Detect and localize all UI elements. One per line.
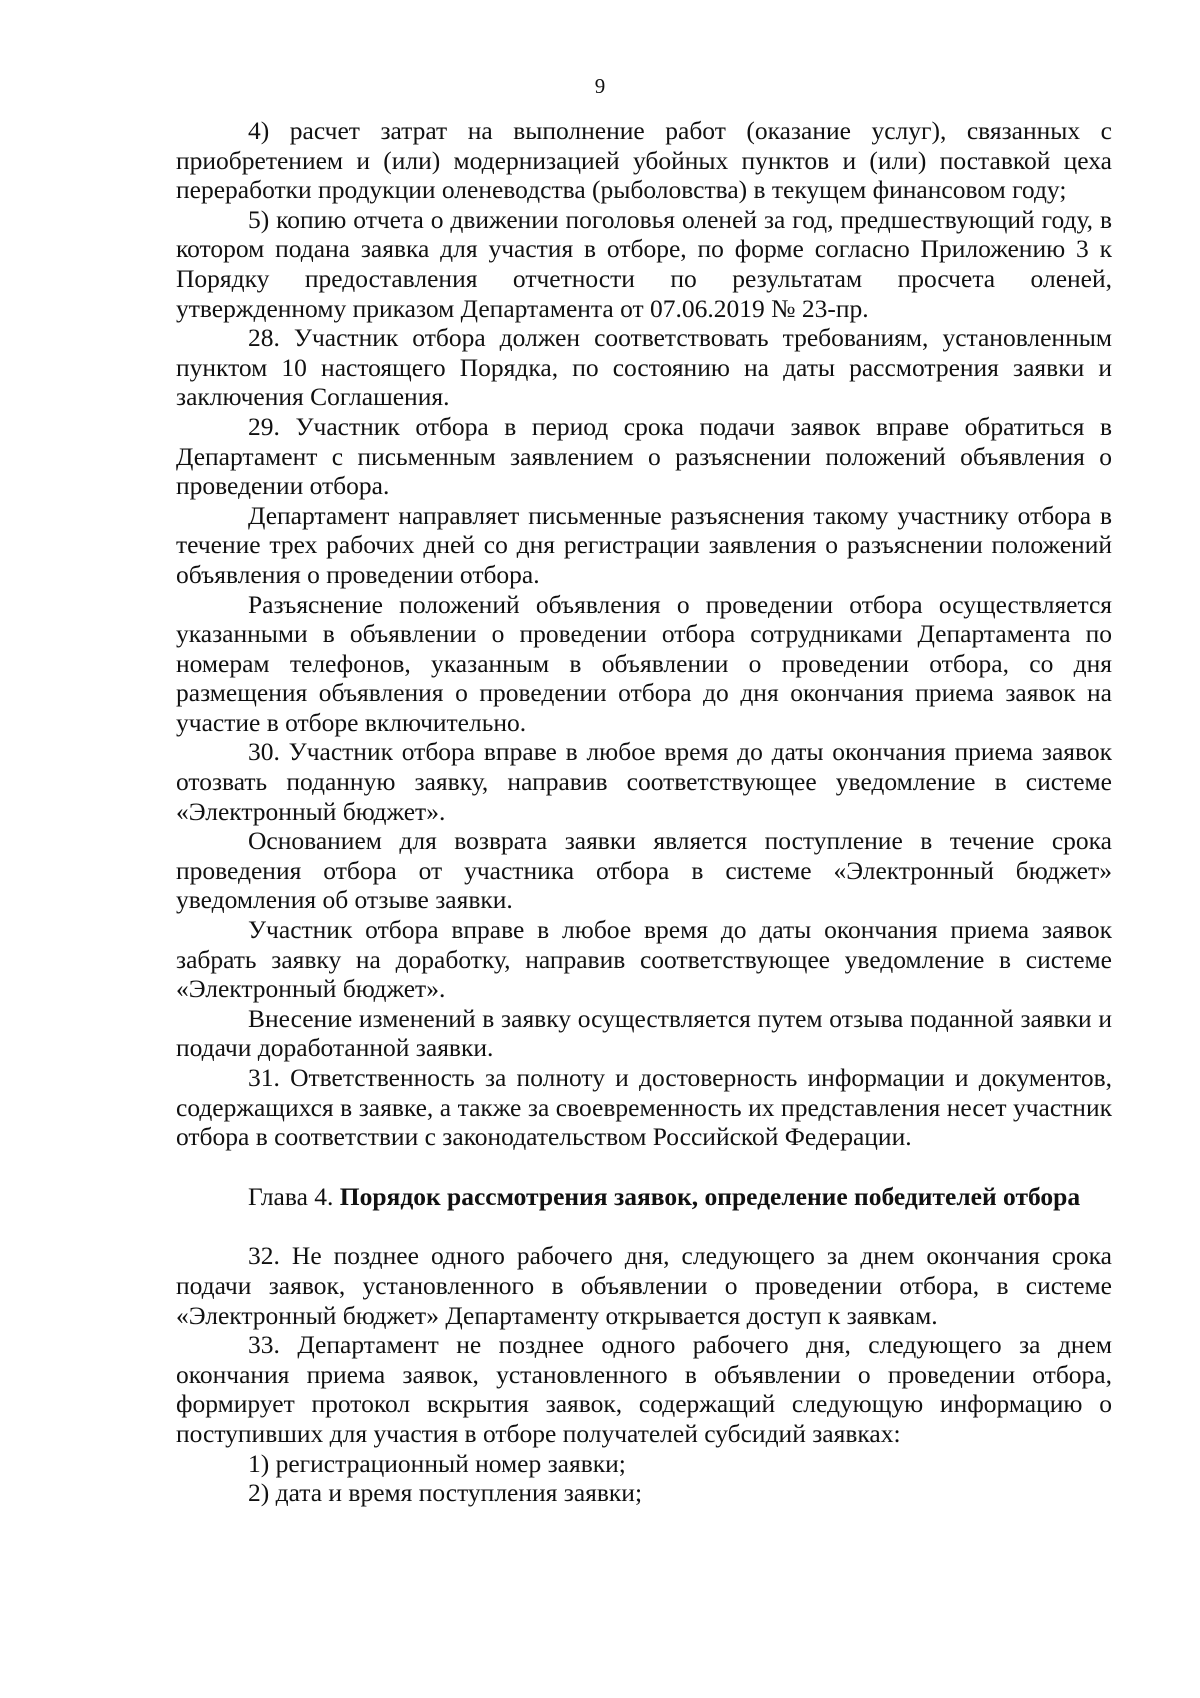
paragraph-clause-28: 28. Участник отбора должен соответствовать требованиям, установленным пунктом 10 настоящего Порядка, по состоянию на даты рассмотрения заявки и заключения Соглашения. [176,323,1112,412]
paragraph-clause-29-clarification: Разъяснение положений объявления о проведении отбора осуществляется указанными в объявлении о проведении отбора сотрудниками Департамента по номерам телефонов, указанным в объявлении о проведении отбора, со дня размещения объявления о проведении отбора до дня окончания приема заявок на участие в отборе включительно. [176,589,1112,737]
paragraph-list-item-1: 1) регистрационный номер заявки; [248,1448,626,1478]
paragraph-clause-30-revision: Участник отбора вправе в любое время до даты окончания приема заявок забрать заявку на доработку, направив соответствующее уведомление в системе «Электронный бюджет». [176,915,1112,1004]
paragraph-clause-29-explanations: Департамент направляет письменные разъяснения такому участнику отбора в течение трех рабочих дней со дня регистрации заявления о разъяснении положений объявления о проведении отбора. [176,500,1112,589]
paragraph-clause-29: 29. Участник отбора в период срока подачи заявок вправе обратиться в Департамент с письменным заявлением о разъяснении положений объявления о проведении отбора. [176,411,1112,501]
chapter-title: Порядок рассмотрения заявок, определение победителей отбора [339,1181,1081,1211]
paragraph-clause-30: 30. Участник отбора вправе в любое время до даты окончания приема заявок отозвать поданную заявку, направив соответствующее уведомление в системе «Электронный бюджет». [176,737,1112,826]
page-number: 9 [594,74,606,98]
paragraph-clause-30-changes: Внесение изменений в заявку осуществляется путем отзыва поданной заявки и подачи доработанной заявки. [176,1003,1112,1063]
paragraph-item-4: 4) расчет затрат на выполнение работ (оказание услуг), связанных с приобретением и (или) модернизацией убойных пунктов и (или) поставкой цеха переработки продукции оленеводства (рыболовства) в текущем финансовом году; [176,116,1112,205]
paragraph-clause-30-return: Основанием для возврата заявки является поступление в течение срока проведения отбора от участника отбора в системе «Электронный бюджет» уведомления об отзыве заявки. [176,826,1112,915]
paragraph-list-item-2: 2) дата и время поступления заявки; [248,1478,643,1508]
chapter-prefix: Глава 4. [248,1181,340,1211]
document-body [176,116,1112,1508]
paragraph-clause-33: 33. Департамент не позднее одного рабочего дня, следующего за днем окончания приема заявок, установленного в объявлении о проведении отбора, формирует протокол вскрытия заявок, содержащий следующую информацию о поступивших для участия в отборе получателей субсидий заявках: [176,1330,1112,1448]
paragraph-clause-31: 31. Ответственность за полноту и достоверность информации и документов, содержащихся в заявке, а также за своевременность их представления несет участник отбора в соответствии с законодательством Российской Федерации. [176,1063,1112,1152]
chapter-heading [176,1182,1112,1212]
paragraph-item-5: 5) копию отчета о движении поголовья оленей за год, предшествующий году, в котором подана заявка для участия в отборе, по форме согласно Приложению 3 к Порядку предоставления отчетности по результатам просчета оленей, утвержденному приказом Департамента от 07.06.2019 № 23-пр. [176,204,1112,323]
paragraph-clause-32: 32. Не позднее одного рабочего дня, следующего за днем окончания срока подачи заявок, установленного в объявлении о проведении отбора, в системе «Электронный бюджет» Департаменту открывается доступ к заявкам. [176,1241,1112,1330]
